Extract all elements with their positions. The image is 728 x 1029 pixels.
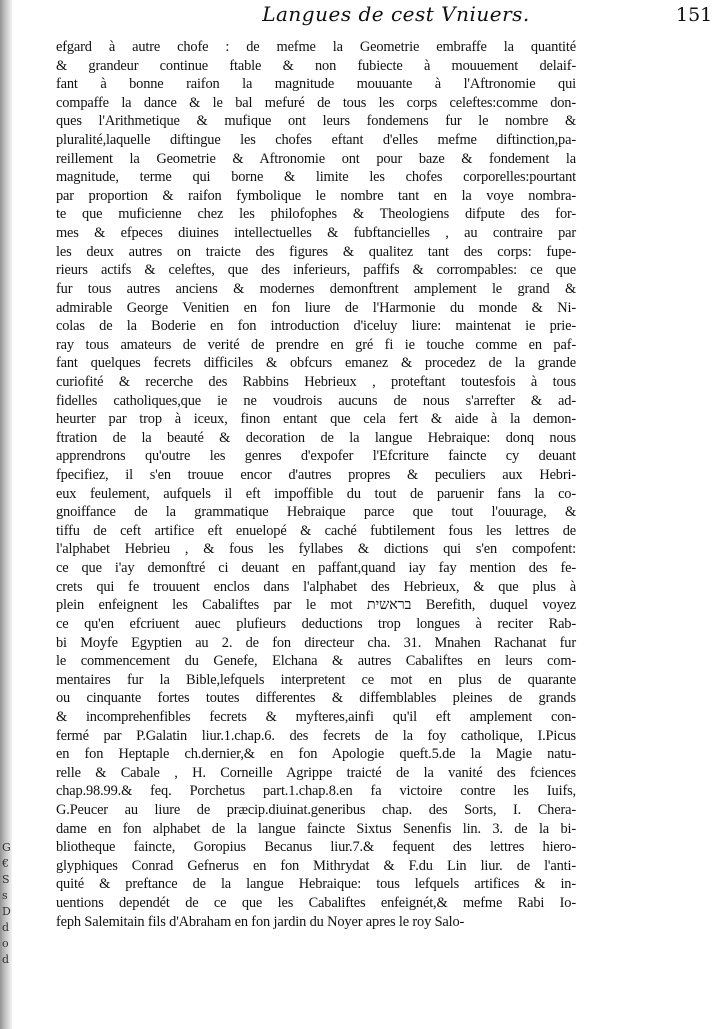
page-number: 151 — [676, 4, 713, 26]
text-line: crets qui fe trouuent enclos dans l'alphabet des Hebrieux, & que plus à — [56, 578, 576, 595]
text-line: mentaires fur la Bible,lefquels interpretent ce mot en plus de quarante — [56, 671, 576, 688]
text-line: rieurs actifs & celeftes, que des inferieurs, paffifs & corrompables: ce que — [56, 262, 576, 279]
text-line: te que muficienne chez les philofophes & Theologiens difpute des for- — [56, 206, 576, 223]
text-line: eux feulement, aufquels il eft impoffible du tout de paruenir fans la co- — [56, 485, 576, 502]
text-line: plein enfeignent les Cabaliftes par le mot בראשית Berefith, duquel voyez — [56, 597, 576, 614]
text-line: ques l'Arithmetique & mufique ont leurs fondemens fur le nombre & — [56, 113, 576, 130]
text-line: & grandeur continue ftable & non fubiecte à mouuement delaif- — [56, 57, 576, 74]
text-line: dame en fon alphabet de la langue faincte Sixtus Senenfis lin. 3. de la bi- — [56, 820, 576, 837]
text-line: & incomprehenfibles fecrets & myfteres,ainfi qu'il eft amplement con- — [56, 708, 576, 725]
text-line: uentions dependét de ce que les Cabaliftes enfeignét,& mefme Rabi Io- — [56, 895, 576, 912]
text-line: pluralité,laquelle diftingue les chofes eftant d'elles mefme diftinction,pa- — [56, 132, 576, 149]
margin-mark: € — [2, 857, 9, 870]
text-line: apprendrons qu'outre les genres d'expofer l'Efcriture faincte cy deuant — [56, 448, 576, 465]
text-line: bi Moyfe Egyptien au 2. de fon directeur cha. 31. Mnahen Rachanat fur — [56, 634, 576, 651]
margin-mark: d — [2, 953, 10, 966]
text-line: feph Salemitain fils d'Abraham en fon jardin du Noyer apres le roy Salo- — [56, 913, 465, 930]
margin-mark: d — [2, 921, 10, 934]
text-line: colas de la Boderie en fon introduction d'iceluy liure: maintenat ie prie- — [56, 318, 576, 335]
text-line: fant à bonne raifon la magnitude mouuante à l'Aftronomie qui — [56, 76, 576, 93]
text-line: les deux autres on traicte des figures & qualitez tant des corps: fupe- — [56, 243, 576, 260]
text-line: le commencement du Genefe, Elchana & autres Cabaliftes en leurs com- — [56, 653, 576, 670]
text-line: ou cinquante fortes toutes differentes & diffemblables pleines de grands — [56, 690, 576, 707]
text-line: curiofité & recerche des Rabbins Hebrieux , proteftant toutesfois à tous — [56, 373, 576, 390]
text-line: ftration de la beauté & decoration de la langue Hebraique: donq nous — [56, 429, 576, 446]
margin-marks — [2, 840, 14, 1020]
margin-mark: s — [2, 889, 8, 902]
text-line: l'alphabet Hebrieu , & fous les fyllabes & dictions qui s'en compofent: — [56, 541, 576, 558]
text-line: glyphiques Conrad Gefnerus en fon Mithrydat & F.du Lin liur. de l'anti- — [56, 857, 576, 874]
text-line: ce que i'ay demonftré ci deuant en paffant,quand iay fay mention des fe- — [56, 560, 576, 577]
text-line: heurter par trop à iceux, finon entant que cela fert & aide à la demon- — [56, 411, 576, 428]
text-line: admirable George Venitien en fon liure de l'Harmonie du monde & Ni- — [56, 299, 576, 316]
text-line: fidelles catholiques,que ie ne voudrois aucuns de nous s'arrefter & ad- — [56, 392, 576, 409]
text-line: ray tous amateurs de verité de prendre en gré fi ie touche comme en paf- — [56, 336, 576, 353]
text-line: par proportion & raifon fymbolique le nombre tant en la voye nombra- — [56, 187, 576, 204]
text-line: chap.98.99.& feq. Porchetus part.1.chap.8.en fa victoire contre les Iuifs, — [56, 783, 576, 800]
text-line: fant quelques fecrets difficiles & obfcurs emanez & procedez de la grande — [56, 355, 576, 372]
margin-mark: o — [2, 937, 9, 950]
text-line: reillement la Geometrie & Aftronomie ont pour baze & fondement la — [56, 150, 576, 167]
body-text — [56, 38, 576, 931]
text-line: fpecifiez, il s'en trouue encor d'autres propres & peculiers aux Hebri- — [56, 467, 576, 484]
text-line: G.Peucer au liure de præcip.diuinat.generibus chap. des Sorts, I. Chera- — [56, 801, 576, 818]
text-line: bliotheque faincte, Goropius Becanus liur.7.& fequent des lettres hiero- — [56, 839, 576, 856]
text-line: gnoiffance de la grammatique Hebraique parce que tout l'ouurage, & — [56, 504, 576, 521]
text-line: en fon Heptaple ch.dernier,& en fon Apologie queft.5.de la Magie natu- — [56, 746, 576, 763]
margin-mark: S — [2, 873, 10, 886]
text-line: ce qu'en efcriuent auec plufieurs deductions trop longues à reciter Rab- — [56, 615, 576, 632]
text-line: fermé par P.Galatin liur.1.chap.6. des fecrets de la foy catholique, I.Picus — [56, 727, 576, 744]
text-line: fur tous autres anciens & modernes demonftrent amplement le grand & — [56, 280, 576, 297]
text-line: efgard à autre chofe : de mefme la Geometrie embraffe la quantité — [56, 39, 576, 55]
text-line: mes & efpeces diuines intellectuelles & fubftancielles , au contraire par — [56, 225, 576, 242]
margin-mark: G — [2, 841, 11, 854]
text-line: relle & Cabale , H. Corneille Agrippe traicté de la vanité des fciences — [56, 764, 576, 781]
text-line: tiffu de ceft artifice eft enuelopé & caché fubtilement fous les lettres de — [56, 522, 576, 539]
text-line: compaffe la dance & le bal mefuré de tous les corps celeftes:comme don- — [56, 94, 576, 111]
margin-mark: D — [2, 905, 11, 918]
text-line: quité & preftance de la langue Hebraique: tous lefquels artifices & in- — [56, 876, 576, 893]
running-title: Langues de cest Vniuers. — [262, 2, 530, 26]
text-line: magnitude, terme qui borne & limite les chofes corporelles:pourtant — [56, 169, 576, 186]
